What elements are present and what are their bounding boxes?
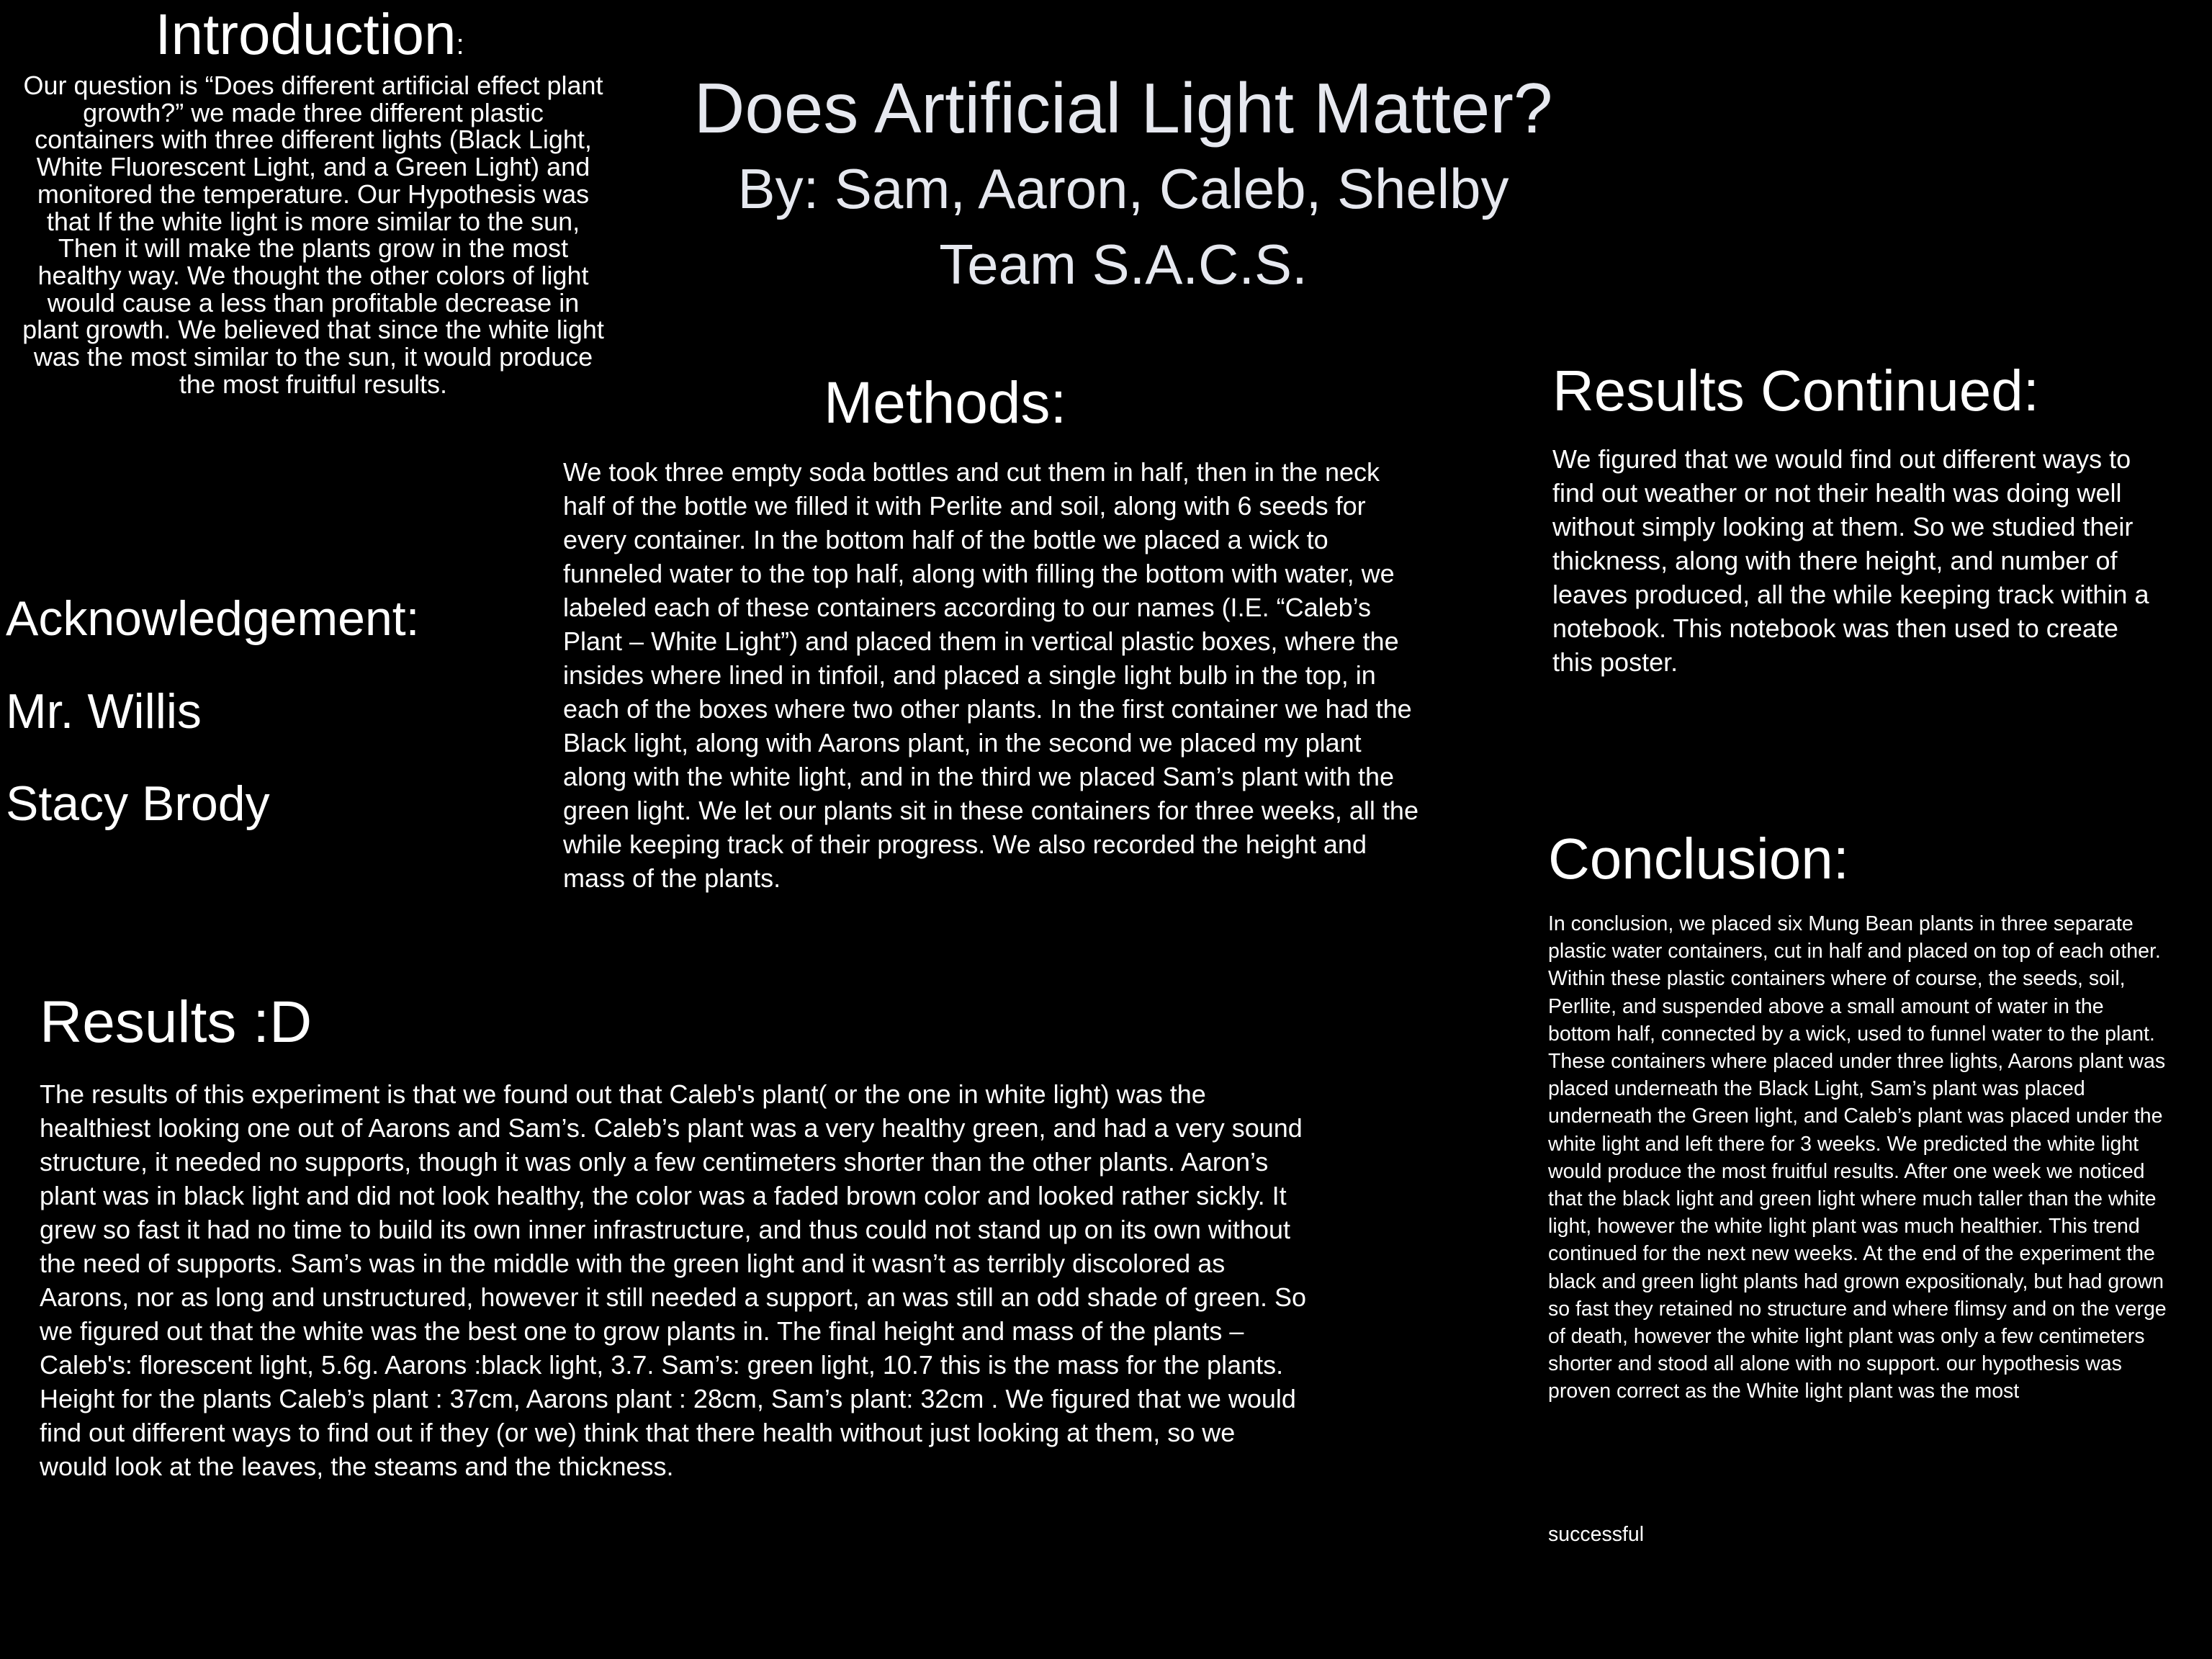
introduction-heading-text: Introduction: [155, 2, 457, 66]
poster-title: Does Artificial Light Matter?: [693, 68, 1553, 148]
introduction-body: Our question is “Does different artificial effect plant growth?” we made three different plastic containers with three different lights (Black Light, White Fluorescent Light, and a Green Light) and monitored the temperature. Our Hypothesis was that If the white light is more similar to the sun, Then it will make the plants grow in the most healthy way. We thought the other colors of light would cause a less than profitable decrease in plant growth. We believed that since the white light was the most similar to the sun, it would produce the most fruitful results.: [22, 71, 604, 399]
acknowledgement-heading: Acknowledgement:: [6, 591, 420, 646]
poster-title-block: [590, 65, 1656, 302]
conclusion-heading: Conclusion:: [1548, 827, 1850, 891]
methods-body: We took three empty soda bottles and cut them in half, then in the neck half of the bottle we filled it with Perlite and soil, along with 6 seeds for every container. In the bottom half of the bottle we placed a wick to funneled water to the top half, along with filling the bottom with water, we labeled each of these containers according to our names (I.E. “Caleb’s Plant – White Light”) and placed them in vertical plastic boxes, where the insides where lined in tinfoil, and placed a single light bulb in the top, in each of the boxes where two other plants. In the first container we had the Black light, along with Aarons plant, in the second we placed my plant along with the white light, and in the third we placed Sam’s plant with the green light. We let our plants sit in these containers for three weeks, all the while keeping track of their progress. We also recorded the height and mass of the plants.: [563, 457, 1419, 893]
results-body: The results of this experiment is that we found out that Caleb's plant( or the one in white light) was the healthiest looking one out of Aarons and Sam’s. Caleb’s plant was a very healthy green, and had a very sound structure, it needed no supports, though it was only a few centimeters shorter than the other plants. Aaron’s plant was in black light and did not look healthy, the color was a faded brown color and looked rather sickly. It grew so fast it had no time to build its own inner infrastructure, and thus could not stand up on its own without the need of supports. Sam’s was in the middle with the green light and it wasn’t as terribly discolored as Aarons, nor as long and unstructured, however it still needed a support, an was still an odd shade of green. So we figured out that the white was the best one to grow plants in. The final height and mass of the plants – Caleb's: florescent light, 5.6g. Aarons :black light, 3.7. Sam’s: green light, 10.7 this is the mass for the plants. Height for the plants Caleb’s plant : 37cm, Aarons plant : 28cm, Sam’s plant: 32cm . We figured that we would find out different ways to find out if they (or we) think that there health without just looking at them, so we would look at the leaves, the steams and the thickness.: [40, 1079, 1307, 1481]
results-heading: Results :D: [40, 989, 313, 1055]
results-continued-body: We figured that we would find out different ways to find out weather or not their health was doing well without simply looking at them. So we studied their thickness, along with there height, and number of leaves produced, all the while keeping track within a notebook. This notebook was then used to create this poster.: [1552, 444, 2149, 677]
poster-authors: By: Sam, Aaron, Caleb, Shelby: [737, 157, 1509, 220]
introduction-heading: [0, 1, 619, 78]
results-continued-heading: Results Continued:: [1552, 359, 2039, 423]
acknowledgement-person: Mr. Willis: [6, 684, 202, 739]
methods-heading: Methods:: [824, 370, 1067, 436]
acknowledgement-person: Stacy Brody: [6, 776, 270, 831]
introduction-heading-colon: :: [456, 29, 464, 60]
conclusion-body: In conclusion, we placed six Mung Bean plants in three separate plastic water containers, cut in half and placed on top of each other. Within these plastic containers where of course, the seeds, soil, Perllite, and suspended above a small amount of water in the bottom half, connected by a wick, used to funnel water to the plant. These containers where placed under three lights, Aarons plant was placed underneath the Black Light, Sam’s plant was placed underneath the Green light, and Caleb’s plant was placed under the white light and left there for 3 weeks. We predicted the white light would produce the most fruitful results. After one week we noticed that the black light and green light where much taller than the white light, however the white light plant was much healthier. This trend continued for the next new weeks. At the end of the experiment the black and green light plants had grown expositionaly, but had grown so fast they retained no structure and where flimsy and on the verge of death, however the white light plant was only a few centimeters shorter and stood all alone with no support. our hypothesis was proven correct as the White light plant was the most: [1548, 912, 2167, 1403]
poster-team: Team S.A.C.S.: [939, 233, 1308, 296]
conclusion-final-word: successful: [1548, 1523, 1645, 1546]
